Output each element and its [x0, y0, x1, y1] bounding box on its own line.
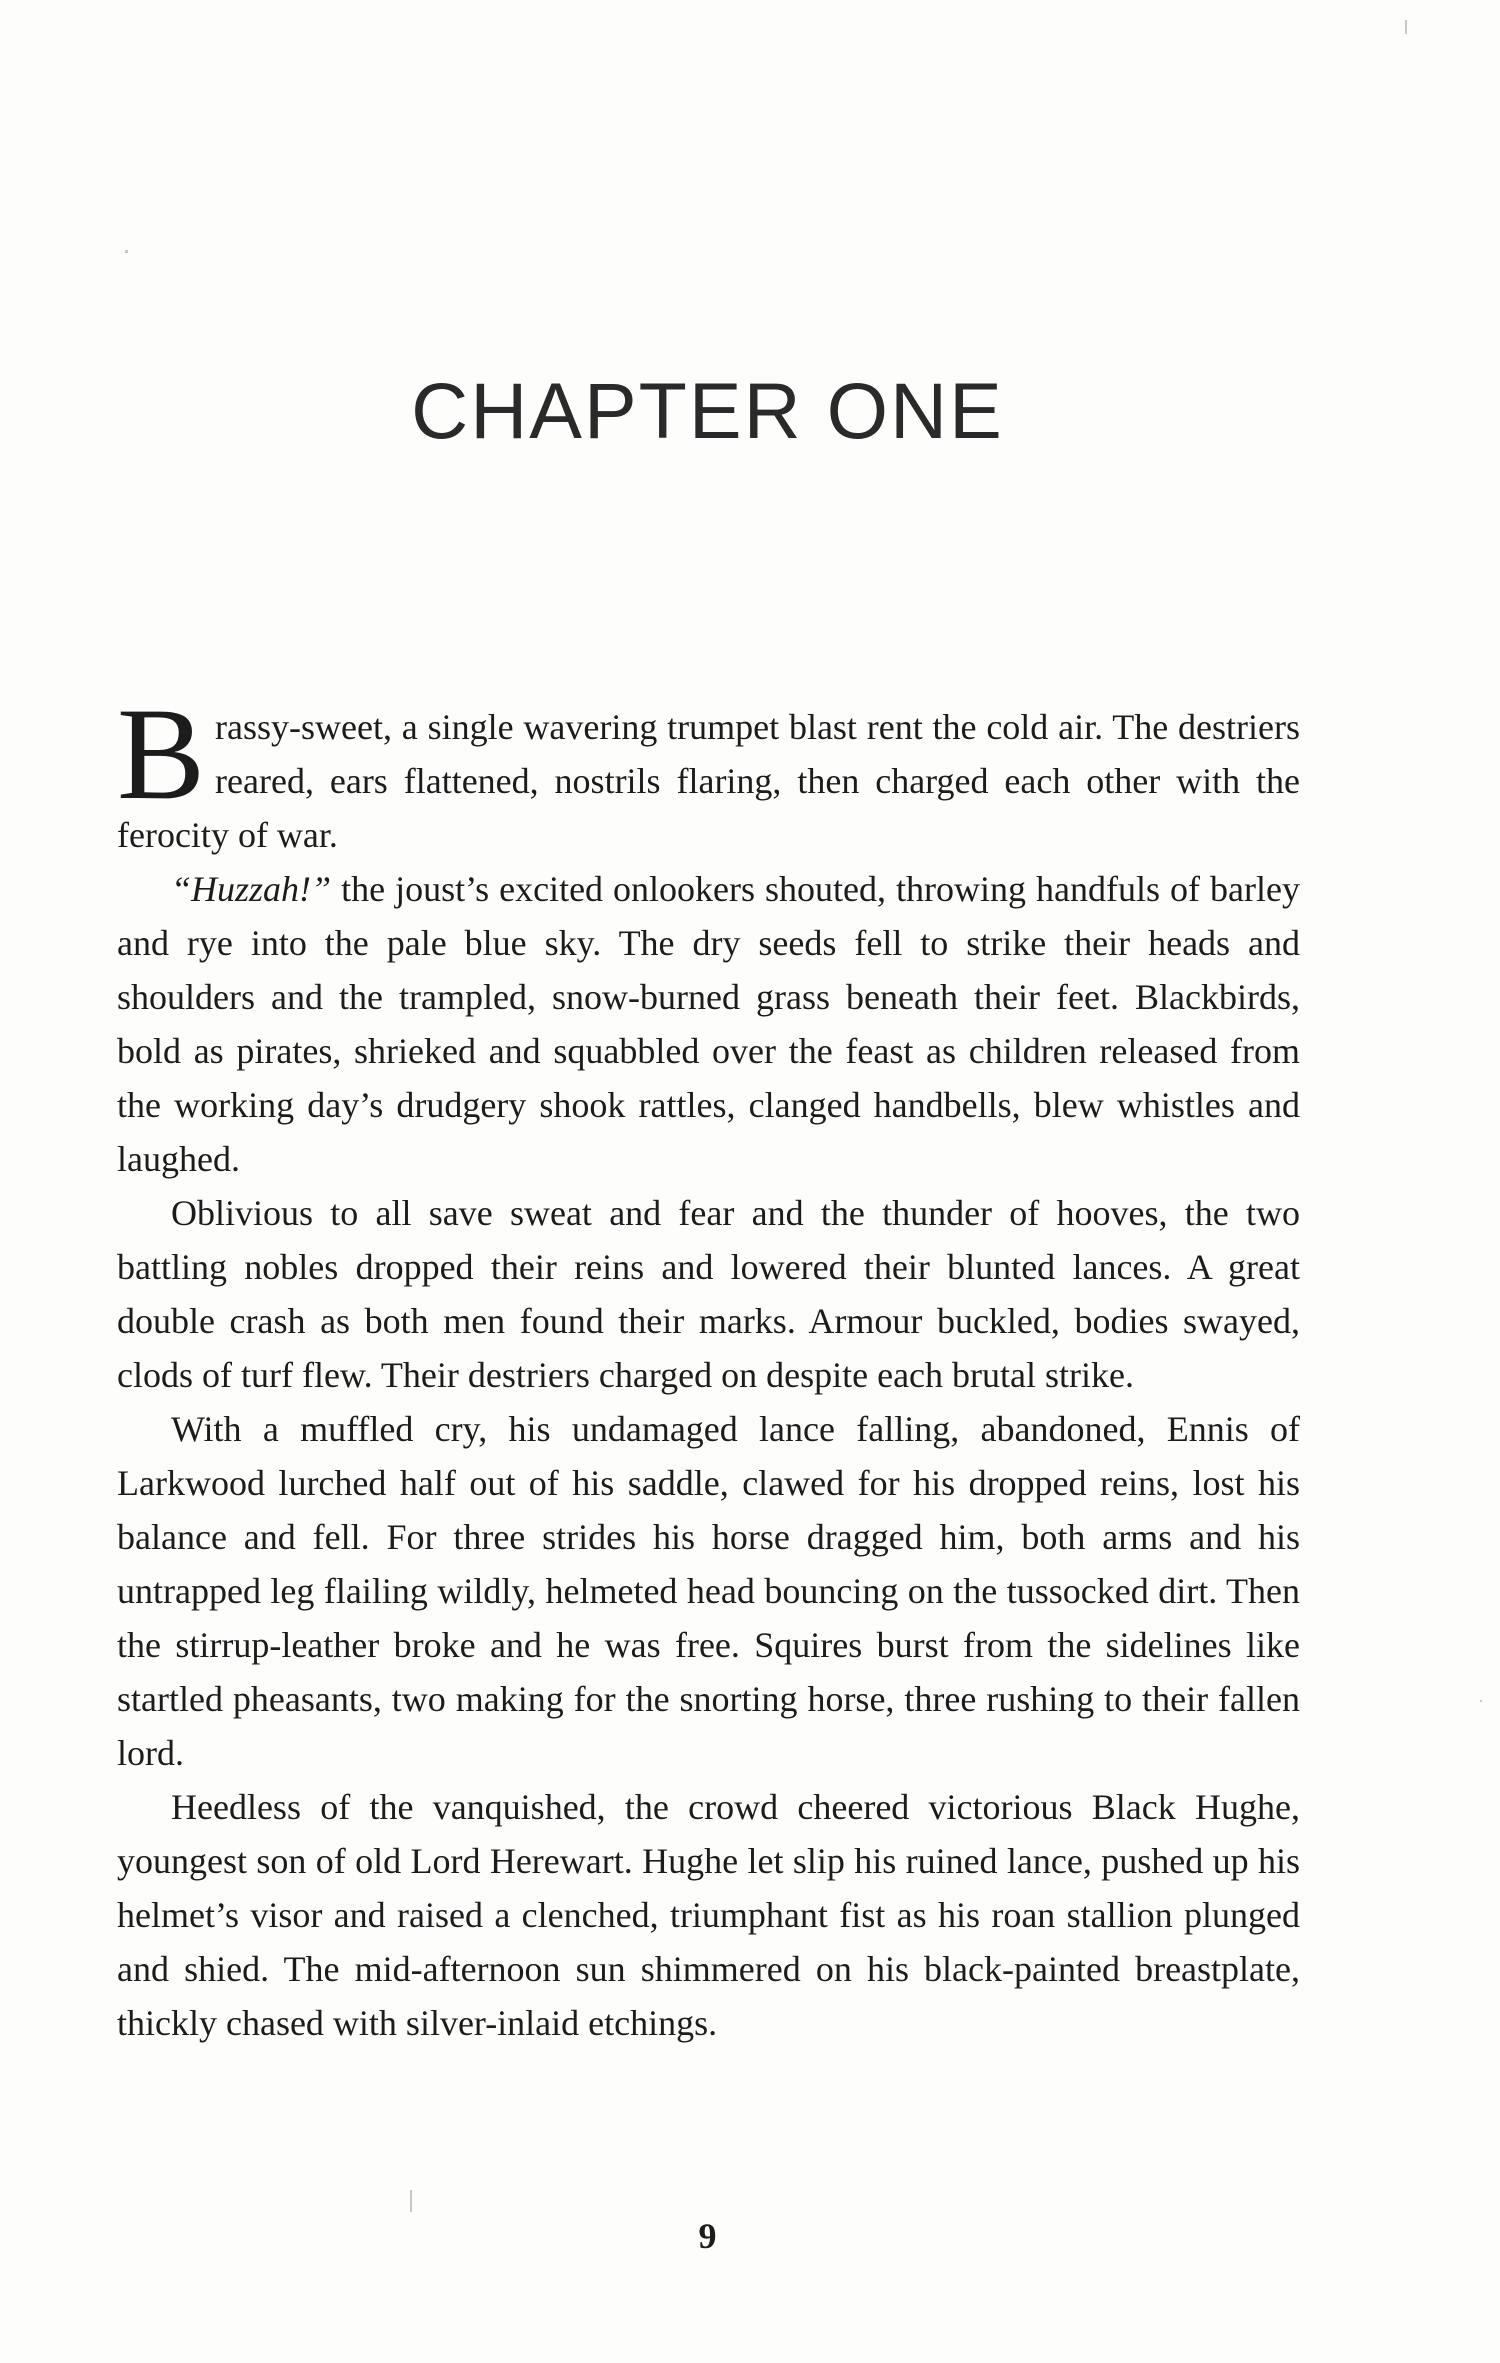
paragraph-2-text: the joust’s excited onlookers shouted, throwing handfuls of barley and rye into the pale blue sky. The dry seeds fell to strike their heads and shoulders and the trampled, snow-burned grass beneath their feet. Blackbirds, bold as pirates, shrieked and squabbled over the feast as children released from the working day’s drudgery shook rattles, clanged handbells, blew whistles and laughed. [117, 869, 1300, 1179]
scan-speck [410, 2190, 412, 2212]
drop-cap: B [117, 680, 206, 827]
scan-speck [1480, 1700, 1482, 1702]
page-number: 9 [698, 2216, 717, 2256]
paragraph-4 [117, 1402, 1300, 1780]
scan-speck [1405, 20, 1407, 34]
paragraph-4-text: With a muffled cry, his undamaged lance falling, abandoned, Ennis of Larkwood lurched half out of his saddle, clawed for his dropped reins, lost his balance and fell. For three strides his horse dragged him, both arms and his untrapped leg flailing wildly, helmeted head bouncing on the tussocked dirt. Then the stirrup-leather broke and he was free. Squires burst from the sidelines like startled pheasants, two making for the snorting horse, three rushing to their fallen lord. [117, 1409, 1300, 1773]
paragraph-5 [117, 1780, 1300, 2050]
paragraph-3 [117, 1186, 1300, 1402]
paragraph-2 [117, 862, 1300, 1186]
paragraph-1-text: rassy-sweet, a single wavering trumpet blast rent the cold air. The destriers reared, ears flattened, nostrils flaring, then charged each other with the ferocity of war. [117, 707, 1300, 855]
interjection: “Huzzah!” [171, 869, 332, 909]
paragraph-1 [117, 680, 1300, 862]
paragraph-5-text: Heedless of the vanquished, the crowd cheered victorious Black Hughe, youngest son of old Lord Herewart. Hughe let slip his ruined lance, pushed up his helmet’s visor and raised a clenched, triumphant fist as his roan stallion plunged and shied. The mid-afternoon sun shimmered on his black-painted breastplate, thickly chased with silver-inlaid etchings. [117, 1787, 1300, 2043]
scan-speck [125, 250, 128, 253]
chapter-title: CHAPTER ONE [411, 366, 1004, 455]
paragraph-3-text: Oblivious to all save sweat and fear and the thunder of hooves, the two battling nobles dropped their reins and lowered their blunted lances. A great double crash as both men found their marks. Armour buckled, bodies swayed, clods of turf flew. Their destriers charged on despite each brutal strike. [117, 1193, 1300, 1395]
chapter-body [117, 680, 1300, 2050]
